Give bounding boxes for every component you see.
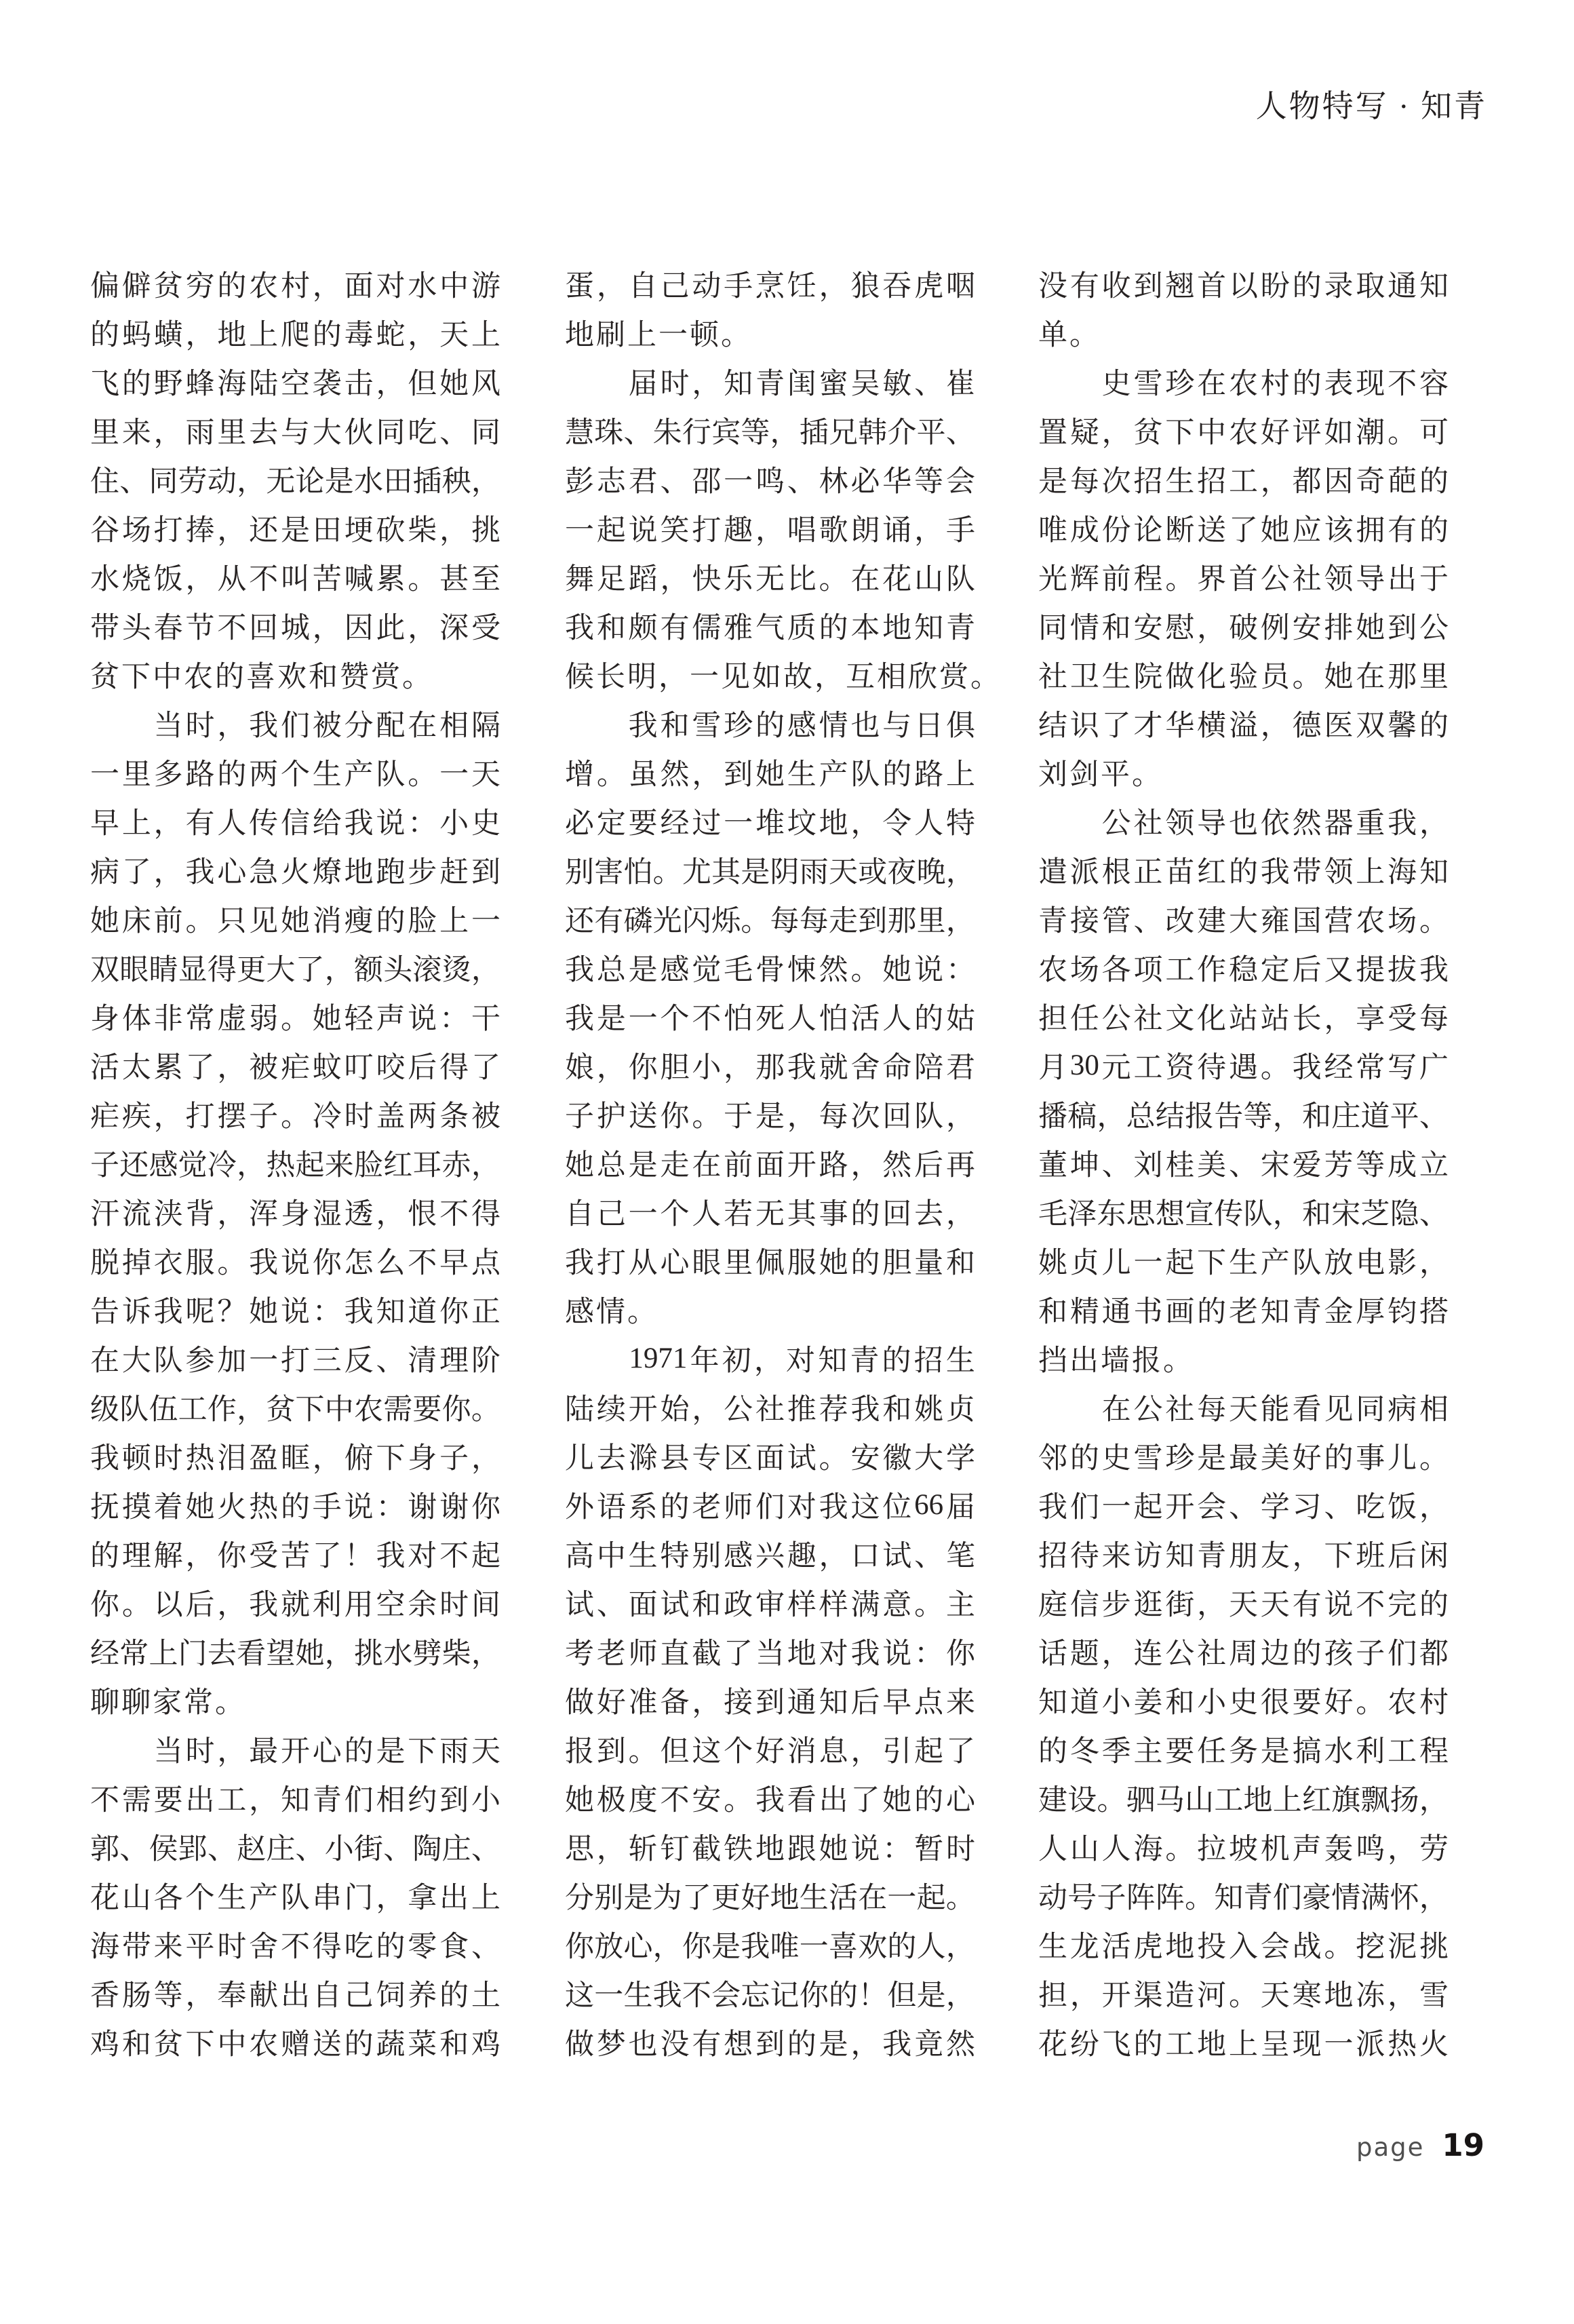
text-line: 公 社 领 导 也 依 然 器 重 我 ，	[1101, 807, 1449, 840]
text-line: 谷 场 打 捧 ， 还 是 田 埂 砍 柴 ， 挑	[90, 514, 500, 547]
text-line: 经 常 上 门 去 看 望 她 ， 挑 水 劈 柴 ，	[90, 1638, 500, 1670]
text-line: 偏 僻 贫 穷 的 农 村 ， 面 对 水 中 游	[90, 270, 500, 303]
text-line: 这 一 生 我 不 会 忘 记 你 的 ！ 但 是 ，	[565, 1979, 975, 2012]
text-line: 感 情 。	[565, 1296, 656, 1328]
text-line: 的 冬 季 主 要 任 务 是 搞 水 利 工 程	[1038, 1735, 1449, 1768]
text-line: 分 别 是 为 了 更 好 地 生 活 在 一 起 。	[565, 1882, 975, 1914]
text-line: 抚 摸 着 她 火 热 的 手 说 ： 谢 谢 你	[90, 1491, 500, 1524]
text-line: 级 队 伍 工 作 ， 贫 下 中 农 需 要 你 。	[90, 1393, 500, 1426]
text-line: 必 定 要 经 过 一 堆 坟 地 ， 令 人 特	[565, 807, 975, 840]
text-line: 生 龙 活 虎 地 投 入 会 战 。 挖 泥 挑	[1038, 1931, 1449, 1963]
text-line: 在 公 社 每 天 能 看 见 同 病 相	[1101, 1393, 1449, 1426]
text-line: 是 每 次 招 生 招 工 ， 都 因 奇 葩 的	[1038, 465, 1449, 498]
text-line: 青 接 管 、 改 建 大 雍 国 营 农 场 。	[1038, 905, 1449, 937]
text-line: 单 。	[1038, 319, 1099, 351]
text-line: 播 稿 ， 总 结 报 告 等 ， 和 庄 道 平 、	[1038, 1100, 1449, 1133]
text-line: 水 烧 饭 ， 从 不 叫 苦 喊 累 。 甚 至	[90, 563, 500, 596]
text-line: 史 雪 珍 在 农 村 的 表 现 不 容	[1101, 368, 1449, 400]
text-line: 月 30 元 工 资 待 遇 。 我 经 常 写 广	[1038, 1049, 1449, 1084]
text-line: 飞 的 野 蜂 海 陆 空 袭 击 ， 但 她 风	[90, 368, 500, 400]
text-line: 陆 续 开 始 ， 公 社 推 荐 我 和 姚 贞	[565, 1393, 975, 1426]
text-line: 没 有 收 到 翘 首 以 盼 的 录 取 通 知	[1038, 270, 1449, 303]
text-line: 你 放 心 ， 你 是 我 唯 一 喜 欢 的 人 ，	[565, 1931, 975, 1963]
text-line: 光 辉 前 程 。 界 首 公 社 领 导 出 于	[1038, 563, 1449, 596]
text-line: 娘 ， 你 胆 小 ， 那 我 就 舍 命 陪 君	[565, 1051, 975, 1084]
text-line: 里 来 ， 雨 里 去 与 大 伙 同 吃 、 同	[90, 417, 500, 449]
text-line: 建 设 。 驷 马 山 工 地 上 红 旗 飘 扬 ，	[1038, 1784, 1449, 1817]
text-line: 地 刷 上 一 顿 。	[565, 319, 750, 351]
text-line: 试 、 面 试 和 政 审 样 样 满 意 。 主	[565, 1589, 975, 1621]
text-line: 身 体 非 常 虚 弱 。 她 轻 声 说 ： 干	[90, 1003, 500, 1035]
section-header: 人物特写 · 知青	[1255, 89, 1487, 123]
text-line: 届 时 ， 知 青 闺 蜜 吴 敏 、 崔	[628, 368, 975, 400]
text-line: 话 题 ， 连 公 社 周 边 的 孩 子 们 都	[1038, 1638, 1449, 1670]
text-line: 早 上 ， 有 人 传 信 给 我 说 ： 小 史	[90, 807, 500, 840]
page-footer	[1356, 2127, 1484, 2163]
text-line: 贫 下 中 农 的 喜 欢 和 赞 赏 。	[90, 661, 431, 693]
text-line: 庭 信 步 逛 街 ， 天 天 有 说 不 完 的	[1038, 1589, 1449, 1621]
text-line: 海 带 来 平 时 舍 不 得 吃 的 零 食 、	[90, 1931, 500, 1963]
text-line: 邻 的 史 雪 珍 是 最 美 好 的 事 儿 。	[1038, 1442, 1449, 1475]
text-line: 毛 泽 东 思 想 宣 传 队 ， 和 宋 芝 隐 、	[1038, 1198, 1449, 1231]
text-line: 我 打 从 心 眼 里 佩 服 她 的 胆 量 和	[565, 1247, 975, 1279]
text-line: 一 起 说 笑 打 趣 ， 唱 歌 朗 诵 ， 手	[565, 514, 975, 547]
page-number: 19	[1442, 2127, 1484, 2163]
text-line: 彭 志 君 、 邵 一 鸣 、 林 必 华 等 会	[565, 465, 975, 498]
text-line: 农 场 各 项 工 作 稳 定 后 又 提 拔 我	[1038, 954, 1449, 986]
text-line: 双 眼 睛 显 得 更 大 了 ， 额 头 滚 烫 ，	[90, 954, 500, 986]
text-line: 住 、 同 劳 动 ， 无 论 是 水 田 插 秧 ，	[90, 465, 500, 498]
text-line: 告 诉 我 呢 ？ 她 说 ： 我 知 道 你 正	[90, 1296, 500, 1328]
text-line: 舞 足 蹈 ， 快 乐 无 比 。 在 花 山 队	[565, 563, 975, 596]
text-line: 我 和 颇 有 儒 雅 气 质 的 本 地 知 青	[565, 612, 975, 644]
text-line: 同 情 和 安 慰 ， 破 例 安 排 她 到 公	[1038, 612, 1449, 644]
text-column-1	[90, 259, 500, 2066]
text-line: 儿 去 滁 县 专 区 面 试 。 安 徽 大 学	[565, 1442, 975, 1475]
text-line: 唯 成 份 论 断 送 了 她 应 该 拥 有 的	[1038, 514, 1449, 547]
text-line: 和 精 通 书 画 的 老 知 青 金 厚 钧 搭	[1038, 1296, 1449, 1328]
text-column-2	[565, 259, 1000, 2066]
text-line: 的 蚂 蟥 ， 地 上 爬 的 毒 蛇 ， 天 上	[90, 319, 500, 351]
text-line: 慧 珠 、 朱 行 宾 等 ， 插 兄 韩 介 平 、	[565, 417, 975, 449]
text-line: 置 疑 ， 贫 下 中 农 好 评 如 潮 。 可	[1038, 417, 1449, 449]
text-line: 蛋 ， 自 己 动 手 烹 饪 ， 狼 吞 虎 咽	[565, 270, 975, 303]
text-line: 招 待 来 访 知 青 朋 友 ， 下 班 后 闲	[1038, 1540, 1449, 1572]
text-line: 担 任 公 社 文 化 站 站 长 ， 享 受 每	[1038, 1003, 1449, 1035]
text-line: 不 需 要 出 工 ， 知 青 们 相 约 到 小	[90, 1784, 500, 1817]
text-line: 疟 疾 ， 打 摆 子 。 冷 时 盖 两 条 被	[90, 1100, 500, 1133]
text-line: 她 总 是 走 在 前 面 开 路 ， 然 后 再	[565, 1149, 975, 1182]
text-line: 结 识 了 才 华 横 溢 ， 德 医 双 馨 的	[1038, 710, 1449, 742]
text-line: 子 还 感 觉 冷 ， 热 起 来 脸 红 耳 赤 ，	[90, 1149, 500, 1182]
text-line: 我 顿 时 热 泪 盈 眶 ， 俯 下 身 子 ，	[90, 1442, 500, 1475]
text-line: 高 中 生 特 别 感 兴 趣 ， 口 试 、 笔	[565, 1540, 975, 1572]
text-line: 动 号 子 阵 阵 。 知 青 们 豪 情 满 怀 ，	[1038, 1882, 1449, 1914]
text-line: 候 长 明 ， 一 见 如 故 ， 互 相 欣 赏 。	[565, 661, 1000, 693]
text-line: 社 卫 生 院 做 化 验 员 。 她 在 那 里	[1038, 661, 1449, 693]
text-line: 脱 掉 衣 服 。 我 说 你 怎 么 不 早 点	[90, 1247, 500, 1279]
text-line: 挡 出 墙 报 。	[1038, 1344, 1192, 1377]
text-line: 聊 聊 家 常 。	[90, 1686, 244, 1719]
text-line: 遣 派 根 正 苗 红 的 我 带 领 上 海 知	[1038, 856, 1449, 889]
text-line: 鸡 和 贫 下 中 农 赠 送 的 蔬 菜 和 鸡	[90, 2028, 500, 2061]
page-label: page	[1356, 2133, 1425, 2162]
text-line: 自 己 一 个 人 若 无 其 事 的 回 去 ，	[565, 1198, 975, 1231]
text-line: 活 太 累 了 ， 被 疟 蚊 叮 咬 后 得 了	[90, 1051, 500, 1084]
text-line: 我 是 一 个 不 怕 死 人 怕 活 人 的 姑	[565, 1003, 975, 1035]
text-line: 带 头 春 节 不 回 城 ， 因 此 ， 深 受	[90, 612, 500, 644]
text-line: 思 ， 斩 钉 截 铁 地 跟 她 说 ： 暂 时	[565, 1833, 975, 1865]
text-line: 担 ， 开 渠 造 河 。 天 寒 地 冻 ， 雪	[1038, 1979, 1449, 2012]
text-line: 还 有 磷 光 闪 烁 。 每 每 走 到 那 里 ，	[565, 905, 975, 937]
text-line: 做 好 准 备 ， 接 到 通 知 后 早 点 来	[565, 1686, 975, 1719]
text-line: 子 护 送 你 。 于 是 ， 每 次 回 队 ，	[565, 1100, 975, 1133]
text-line: 我 总 是 感 觉 毛 骨 悚 然 。 她 说 ：	[565, 954, 975, 986]
text-line: 花 纷 飞 的 工 地 上 呈 现 一 派 热 火	[1038, 2028, 1449, 2061]
text-line: 香 肠 等 ， 奉 献 出 自 己 饲 养 的 土	[90, 1979, 500, 2012]
text-line: 当 时 ， 我 们 被 分 配 在 相 隔	[153, 710, 500, 742]
text-line: 病 了 ， 我 心 急 火 燎 地 跑 步 赶 到	[90, 856, 500, 889]
text-line: 别 害 怕 。 尤 其 是 阴 雨 天 或 夜 晚 ，	[565, 856, 975, 889]
text-line: 一 里 多 路 的 两 个 生 产 队 。 一 天	[90, 758, 500, 791]
text-line: 当 时 ， 最 开 心 的 是 下 雨 天	[153, 1735, 500, 1768]
text-line: 增 。 虽 然 ， 到 她 生 产 队 的 路 上	[565, 758, 975, 791]
text-line: 我 们 一 起 开 会 、 学 习 、 吃 饭 ，	[1038, 1491, 1449, 1524]
text-line: 做 梦 也 没 有 想 到 的 是 ， 我 竟 然	[565, 2028, 975, 2061]
text-line: 在 大 队 参 加 一 打 三 反 、 清 理 阶	[90, 1344, 500, 1377]
text-line: 我 和 雪 珍 的 感 情 也 与 日 俱	[628, 710, 975, 742]
text-line: 的 理 解 ， 你 受 苦 了 ！ 我 对 不 起	[90, 1540, 500, 1572]
text-line: 刘 剑 平 。	[1038, 758, 1161, 791]
text-line: 花 山 各 个 生 产 队 串 门 ， 拿 出 上	[90, 1882, 500, 1914]
text-line: 姚 贞 儿 一 起 下 生 产 队 放 电 影 ，	[1038, 1247, 1449, 1279]
text-line: 郭 、 侯 郢 、 赵 庄 、 小 街 、 陶 庄 、	[90, 1833, 500, 1865]
text-line: 人 山 人 海 。 拉 坡 机 声 轰 鸣 ， 劳	[1038, 1833, 1449, 1865]
text-column-3	[1038, 259, 1449, 2066]
text-line: 报 到 。 但 这 个 好 消 息 ， 引 起 了	[565, 1735, 975, 1768]
text-line: 外 语 系 的 老 师 们 对 我 这 位 66 届	[565, 1488, 975, 1524]
text-line: 董 坤 、 刘 桂 美 、 宋 爱 芳 等 成 立	[1038, 1149, 1449, 1182]
text-line: 汗 流 浃 背 ， 浑 身 湿 透 ， 恨 不 得	[90, 1198, 500, 1231]
text-line: 她 床 前 。 只 见 她 消 瘦 的 脸 上 一	[90, 905, 500, 937]
text-line: 考 老 师 直 截 了 当 地 对 我 说 ： 你	[565, 1638, 975, 1670]
text-line: 你 。 以 后 ， 我 就 利 用 空 余 时 间	[90, 1589, 500, 1621]
text-line: 知 道 小 姜 和 小 史 很 要 好 。 农 村	[1038, 1686, 1449, 1719]
text-line: 她 极 度 不 安 。 我 看 出 了 她 的 心	[565, 1784, 975, 1817]
text-line: 1971 年 初 ， 对 知 青 的 招 生	[629, 1342, 975, 1377]
